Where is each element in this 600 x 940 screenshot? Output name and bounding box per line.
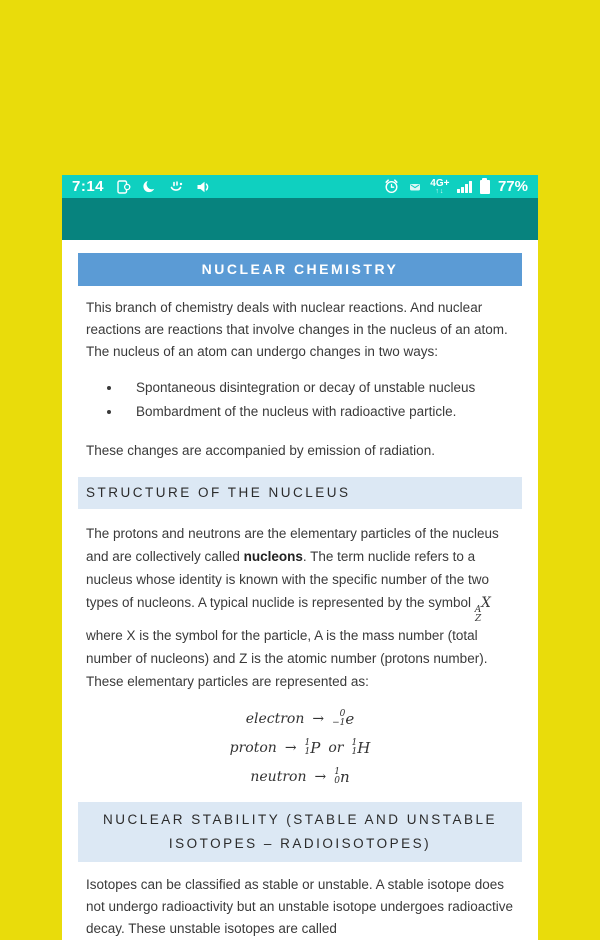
battery-icon <box>480 180 490 194</box>
status-bar <box>62 175 538 198</box>
isotopes-paragraph: Isotopes can be classified as stable or unstable. A stable isotope does not undergo radioactivity but an unstable isotope undergoes radioactive decay. These unstable isotopes are called <box>86 876 514 936</box>
alarm-clock-icon <box>383 178 400 195</box>
nuclide-mass-number: A <box>474 604 482 615</box>
neutron-label: neutron <box>250 769 307 786</box>
section-heading-structure: STRUCTURE OF THE NUCLEUS <box>78 477 522 509</box>
network-label: 4G+ <box>430 177 450 189</box>
electron-equation <box>86 705 514 734</box>
arrow-icon: → <box>284 740 297 757</box>
arrow-icon: → <box>314 769 327 786</box>
message-icon <box>408 180 422 194</box>
page-title: NUCLEAR CHEMISTRY <box>78 253 522 286</box>
app-bar <box>62 198 538 240</box>
structure-seg2: . The term nuclide refers to a nucleus whose identity is known with the specific number of the two types of nucleons. A typical nuclide is represented by the symbol <box>86 549 489 610</box>
nucleons-bold: nucleons <box>243 549 303 564</box>
neutron-nuclide: 1 0 n <box>334 767 350 787</box>
network-type-indicator <box>430 179 449 195</box>
network-arrows-icon: ↑↓ <box>435 187 445 195</box>
screen-share-icon <box>115 179 131 195</box>
battery-percent: 77% <box>497 178 528 195</box>
clock-time: 7:14 <box>72 178 105 195</box>
intro-paragraph: This branch of chemistry deals with nuclear reactions. And nuclear reactions are reactions that involve changes in the nucleus of an atom. The nucleus of an atom can undergo changes in two ways: <box>86 300 508 359</box>
nuclide-atomic-number: Z <box>474 613 482 624</box>
arrow-icon: → <box>312 711 325 728</box>
do-not-disturb-moon-icon <box>142 179 157 194</box>
particle-equations <box>86 705 514 792</box>
emission-note: These changes are accompanied by emission of radiation. <box>86 443 435 458</box>
structure-seg3: where X is the symbol for the particle, A is the mass number (total number of nucleons) and Z is the atomic number (protons number). These elementary particles are represented as: <box>86 627 488 689</box>
section-heading-stability: NUCLEAR STABILITY (STABLE AND UNSTABLE ISOTOPES – RADIOISOTOPES) <box>78 802 522 862</box>
structure-paragraph <box>86 522 514 693</box>
gesture-icon <box>168 179 184 195</box>
status-bar-right <box>383 178 528 195</box>
structure-seg1: The protons and neutrons are the elementary particles of the nucleus and are collectively called <box>86 526 499 564</box>
list-item: • Bombardment of the nucleus with radioactive particle. <box>122 400 514 424</box>
status-bar-left <box>72 178 211 195</box>
proton-or: or <box>328 740 344 757</box>
electron-label: electron <box>245 711 305 728</box>
list-item: • Spontaneous disintegration or decay of unstable nucleus <box>122 376 514 400</box>
proton-label: proton <box>229 740 277 757</box>
nuclide-symbol <box>474 595 491 624</box>
document-scroll-area[interactable] <box>62 240 538 940</box>
neutron-equation <box>86 763 514 792</box>
proton-nuclide-p: 1 1 P <box>304 738 321 758</box>
proton-nuclide-h: 1 1 H <box>351 738 371 758</box>
signal-strength-icon <box>457 181 472 193</box>
bullet-list <box>86 376 514 424</box>
nuclide-element: X <box>481 595 491 611</box>
volume-icon <box>195 179 211 195</box>
phone-screen <box>62 175 538 936</box>
electron-nuclide: 0 −1 e <box>332 709 355 729</box>
proton-equation <box>86 734 514 763</box>
